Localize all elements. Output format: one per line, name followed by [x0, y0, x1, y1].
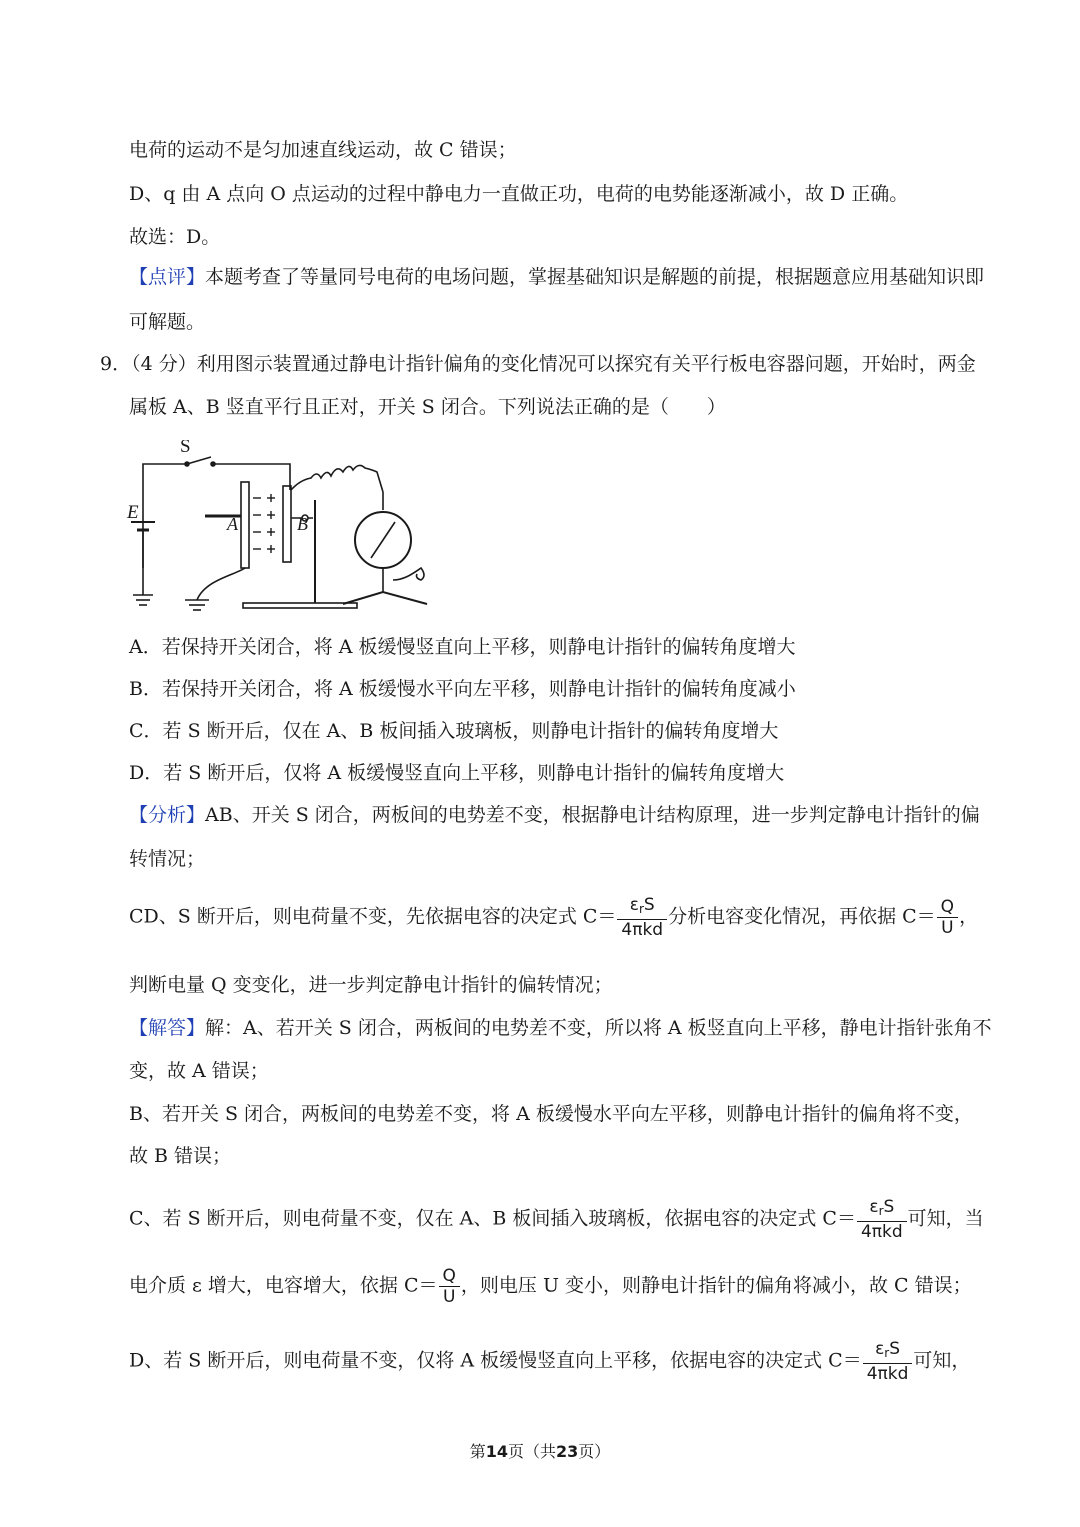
analysis-line [129, 895, 978, 940]
page-number: 14 [485, 1442, 508, 1461]
q-over-u-formula [937, 897, 958, 938]
text-line: 可解题。 [129, 311, 206, 333]
wire [213, 464, 290, 490]
option-d: D．若 S 断开后，仅将 A 板缓慢竖直向上平移，则静电计指针的偏转角度增大 [129, 762, 785, 784]
plate-a-label: A [227, 514, 238, 534]
formula-numerator: Q [439, 1266, 460, 1287]
page-footer: 第14页（共23页） [469, 1442, 611, 1461]
question-number: 9． [100, 353, 132, 375]
wire [291, 465, 383, 492]
q-over-u-formula [439, 1266, 460, 1307]
analysis-tag: 【分析】 [129, 804, 206, 826]
answer-text: 可知，当 [907, 1207, 984, 1230]
analysis-text: AB、开关 S 闭合，两板间的电势差不变，根据静电计结构原理，进一步判定静电计指针的偏 [205, 804, 980, 826]
ground-lead [393, 568, 424, 580]
formula-numerator: $\varepsilon_rS$ [617, 895, 667, 920]
wire [197, 568, 245, 600]
battery-label: E [127, 502, 139, 523]
wire [143, 464, 185, 568]
formula-numerator: Q [937, 897, 958, 918]
question-stem-text: （4 分）利用图示装置通过静电计指针偏角的变化情况可以探究有关平行板电容器问题，开始时，两金 [131, 353, 976, 375]
question-stem [100, 352, 976, 376]
answer-text: ，则电压 U 变小，则静电计指针的偏角将减小，故 C 错误； [460, 1274, 972, 1297]
analysis-text: 分析电容变化情况，再依据 C＝ [668, 905, 936, 928]
answer-text: 可知， [913, 1349, 971, 1372]
question-stem: 属板 A、B 竖直平行且正对，开关 S 闭合。下列说法正确的是（ ） [129, 396, 726, 418]
text-line: D、q 由 A 点向 O 点运动的过程中静电力一直做正功，电荷的电势能逐渐减小，故 D 正确。 [129, 183, 909, 205]
answer-text: D、若 S 断开后，则电荷量不变，仅将 A 板缓慢竖直向上平移，依据电容的决定式 C＝ [129, 1349, 862, 1372]
formula-denominator: 4πkd [866, 1364, 909, 1384]
answer-line: 故 B 错误； [129, 1145, 232, 1167]
capacitance-formula [863, 1339, 913, 1384]
capacitance-formula [617, 895, 667, 940]
total-pages: 23 [556, 1442, 579, 1461]
ground-icon [185, 600, 209, 610]
switch-label: S [180, 440, 191, 457]
stand-base [243, 603, 357, 608]
answer-line [129, 1339, 970, 1384]
plate-a [241, 482, 249, 568]
plate-b-label: B [297, 514, 308, 534]
analysis-text: ， [959, 905, 979, 928]
electrometer-needle [371, 522, 395, 558]
answer-line [129, 1197, 984, 1242]
formula-denominator: U [442, 1287, 456, 1307]
option-c: C．若 S 断开后，仅在 A、B 板间插入玻璃板，则静电计指针的偏转角度增大 [129, 720, 779, 742]
formula-denominator: U [941, 918, 954, 938]
text-line: 故选：D。 [129, 226, 221, 248]
option-b: B．若保持开关闭合，将 A 板缓慢水平向左平移，则静电计指针的偏转角度减小 [129, 678, 796, 700]
switch-blade [187, 457, 211, 464]
formula-denominator: 4πkd [860, 1222, 903, 1242]
formula-numerator: $\varepsilon_rS$ [857, 1197, 907, 1222]
answer-text: C、若 S 断开后，则电荷量不变，仅在 A、B 板间插入玻璃板，依据电容的决定式 C＝ [129, 1207, 856, 1230]
analysis-line: 转情况； [129, 848, 206, 870]
answer-text: 解：A、若开关 S 闭合，两板间的电势差不变，所以将 A 板竖直向上平移，静电计指针张角不 [205, 1017, 992, 1039]
capacitor-electrometer-diagram [125, 440, 445, 620]
comment-text: 本题考查了等量同号电荷的电场问题，掌握基础知识是解题的前提，根据题意应用基础知识即 [205, 266, 985, 288]
formula-denominator: 4πkd [621, 920, 664, 940]
ground-icon [133, 595, 153, 605]
charges [253, 494, 275, 553]
formula-numerator: $\varepsilon_rS$ [863, 1339, 913, 1364]
answer-tag: 【解答】 [129, 1017, 206, 1039]
answer-line: B、若开关 S 闭合，两板间的电势差不变，将 A 板缓慢水平向左平移，则静电计指针的偏角将不变， [129, 1103, 973, 1125]
text-line: 电荷的运动不是匀加速直线运动，故 C 错误； [129, 139, 517, 161]
comment-line [129, 265, 984, 289]
answer-line [129, 1266, 972, 1307]
option-a: A．若保持开关闭合，将 A 板缓慢竖直向上平移，则静电计指针的偏转角度增大 [129, 636, 796, 658]
analysis-line [129, 803, 980, 827]
comment-tag: 【点评】 [129, 266, 206, 288]
answer-line [129, 1016, 992, 1040]
analysis-line: 判断电量 Q 变变化，进一步判定静电计指针的偏转情况； [129, 974, 613, 996]
answer-text: 电介质 ε 增大，电容增大，依据 C＝ [129, 1274, 438, 1297]
answer-line: 变，故 A 错误； [129, 1060, 269, 1082]
capacitance-formula [857, 1197, 907, 1242]
analysis-text: CD、S 断开后，则电荷量不变，先依据电容的决定式 C＝ [129, 905, 617, 928]
plate-b [283, 486, 291, 562]
